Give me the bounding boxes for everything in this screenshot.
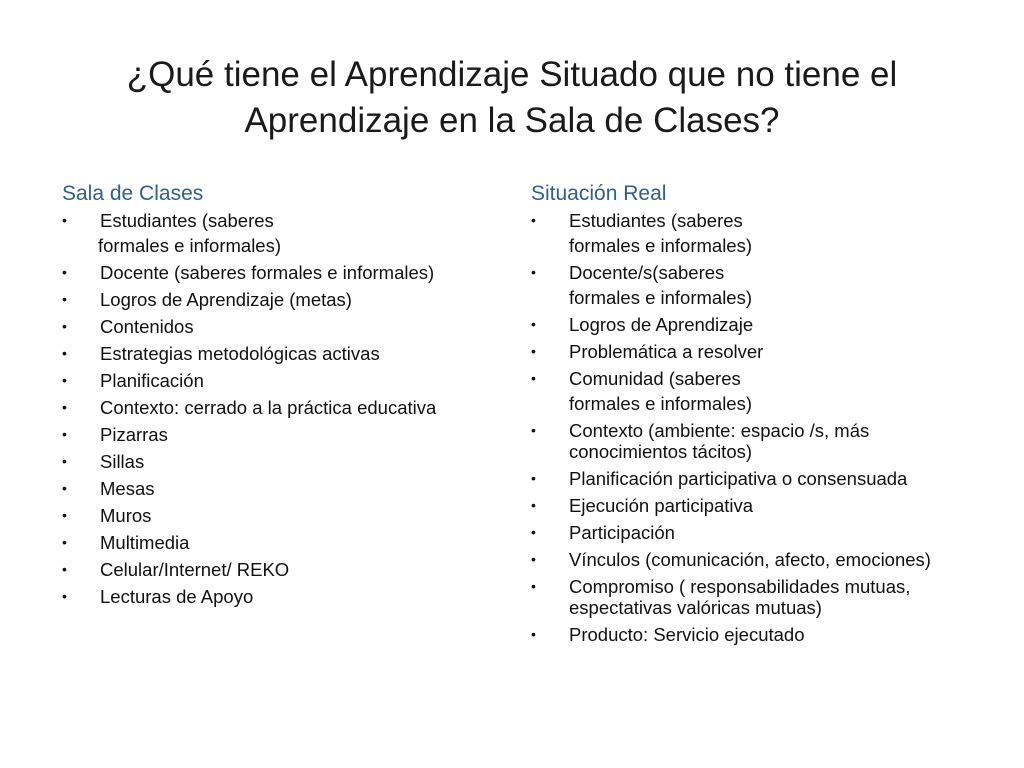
list-item: • Estrategias metodológicas activas <box>62 343 380 364</box>
left-column-heading: Sala de Clases <box>62 182 204 205</box>
title-line-1: ¿Qué tiene el Aprendizaje Situado que no tiene el <box>126 55 898 94</box>
list-item: • Multimedia <box>62 532 190 553</box>
bullet-icon: • <box>531 370 536 386</box>
bullet-icon: • <box>62 507 67 523</box>
bullet-icon: • <box>531 470 536 486</box>
bullet-icon: • <box>62 372 67 388</box>
list-item: • Producto: Servicio ejecutado <box>531 624 805 645</box>
list-item: • Mesas <box>62 478 155 499</box>
bullet-icon: • <box>531 264 536 280</box>
list-item-continuation: formales e informales) <box>569 287 753 308</box>
list-item: • Contexto: cerrado a la práctica educativa <box>62 397 437 418</box>
right-column-heading: Situación Real <box>531 182 667 205</box>
list-item: • Comunidad (saberes <box>531 368 741 389</box>
list-item: • Sillas <box>62 451 145 472</box>
bullet-icon: • <box>531 497 536 513</box>
bullet-icon: • <box>531 551 536 567</box>
bullet-icon: • <box>62 480 67 496</box>
bullet-icon: • <box>62 345 67 361</box>
list-item: • Vínculos (comunicación, afecto, emociones) <box>531 549 931 570</box>
bullet-icon: • <box>62 426 67 442</box>
bullet-icon: • <box>531 626 536 642</box>
list-item: • Celular/Internet/ REKO <box>62 559 290 580</box>
list-item: • Contenidos <box>62 316 194 337</box>
bullet-icon: • <box>62 264 67 280</box>
list-item: • Participación <box>531 522 675 543</box>
list-item: • Compromiso ( responsabilidades mutuas, espectativas valóricas mutuas) <box>531 576 911 618</box>
bullet-icon: • <box>62 534 67 550</box>
list-item: • Contexto (ambiente: espacio /s, más conocimientos tácitos) <box>531 420 870 462</box>
bullet-icon: • <box>62 588 67 604</box>
bullet-icon: • <box>531 578 536 594</box>
list-item: • Estudiantes (saberes <box>531 210 743 231</box>
list-item-continuation: formales e informales) <box>569 235 753 256</box>
bullet-icon: • <box>62 291 67 307</box>
left-bullet-list <box>62 210 502 607</box>
list-item: • Pizarras <box>62 424 168 445</box>
list-item-continuation: formales e informales) <box>98 235 282 256</box>
title-line-2: Aprendizaje en la Sala de Clases? <box>244 101 780 140</box>
list-item: • Muros <box>62 505 152 526</box>
bullet-icon: • <box>62 212 67 228</box>
list-item: • Problemática a resolver <box>531 341 764 362</box>
list-item: • Logros de Aprendizaje (metas) <box>62 289 352 310</box>
slide-title <box>60 52 964 144</box>
list-item-continuation: formales e informales) <box>569 393 753 414</box>
list-item: • Planificación participativa o consensuada <box>531 468 908 489</box>
list-item: • Planificación <box>62 370 204 391</box>
bullet-icon: • <box>62 561 67 577</box>
bullet-icon: • <box>531 212 536 228</box>
left-column <box>62 180 502 613</box>
bullet-icon: • <box>531 524 536 540</box>
right-bullet-list <box>531 210 971 645</box>
list-item: • Logros de Aprendizaje <box>531 314 754 335</box>
list-item: • Ejecución participativa <box>531 495 754 516</box>
bullet-icon: • <box>531 343 536 359</box>
bullet-icon: • <box>62 399 67 415</box>
bullet-icon: • <box>531 422 536 438</box>
bullet-icon: • <box>62 453 67 469</box>
list-item: • Docente (saberes formales e informales) <box>62 262 435 283</box>
list-item: • Estudiantes (saberes <box>62 210 274 231</box>
list-item: • Docente/s(saberes <box>531 262 725 283</box>
right-column <box>531 180 971 651</box>
bullet-icon: • <box>531 316 536 332</box>
list-item: • Lecturas de Apoyo <box>62 586 254 607</box>
bullet-icon: • <box>62 318 67 334</box>
